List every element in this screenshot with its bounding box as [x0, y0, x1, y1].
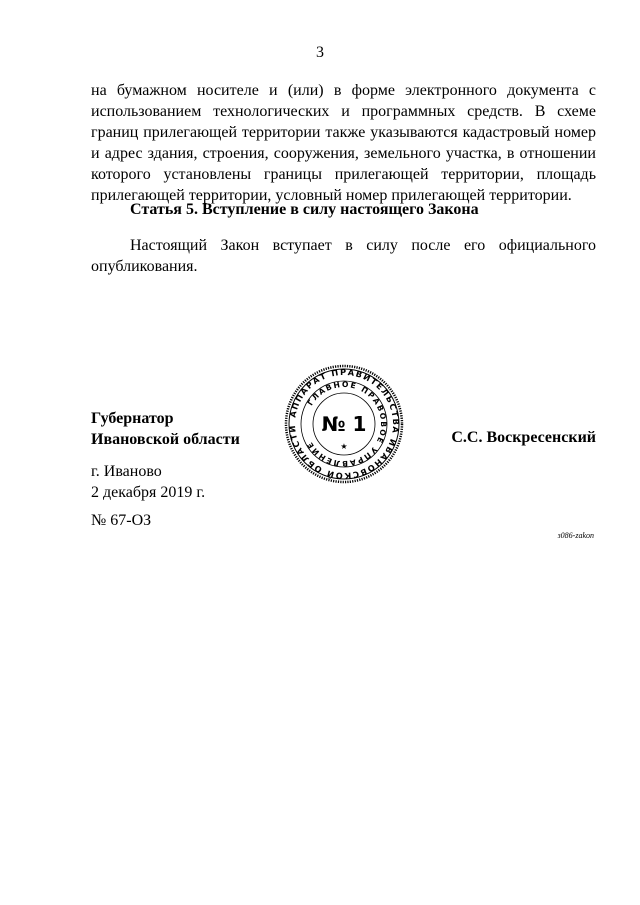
page-number: 3 — [316, 44, 324, 61]
seal-number: № 1 — [321, 412, 367, 436]
signatory-name: С.С. Воскресенский — [451, 429, 596, 446]
official-seal — [284, 364, 404, 484]
place: г. Иваново — [91, 463, 162, 480]
date: 2 декабря 2019 г. — [91, 484, 206, 501]
article-heading: Статья 5. Вступление в силу настоящего Закона — [130, 201, 479, 218]
signatory-title-line-2: Ивановской области — [91, 431, 240, 448]
document-code: з086-zakon — [557, 531, 594, 540]
seal-star: ★ — [340, 442, 348, 451]
seal-outer-text: АППАРАТ ПРАВИТЕЛЬСТВА ИВАНОВСКОЙ ОБЛАСТИ — [286, 366, 402, 482]
signatory-title-line-1: Губернатор — [91, 410, 174, 427]
seal-inner-text: ГЛАВНОЕ ПРАВОВОЕ УПРАВЛЕНИЕ — [305, 379, 389, 469]
signatory-title — [91, 408, 240, 450]
paragraph-continuation: на бумажном носителе и (или) в форме электронного документа с использованием технологических и программных средств. В схеме границ прилегающей территории также указываются кадастровый номер и адрес здания, строения, сооружения, земельного участка, в отношении которого установлены границы прилегающей территории, площадь прилегающей территории, условный номер прилегающей территории. — [91, 82, 596, 204]
paragraph-entry-into-force: Настоящий Закон вступает в силу после его официального опубликования. — [91, 237, 596, 275]
law-number: № 67-ОЗ — [91, 512, 152, 529]
place-and-date — [91, 461, 205, 503]
